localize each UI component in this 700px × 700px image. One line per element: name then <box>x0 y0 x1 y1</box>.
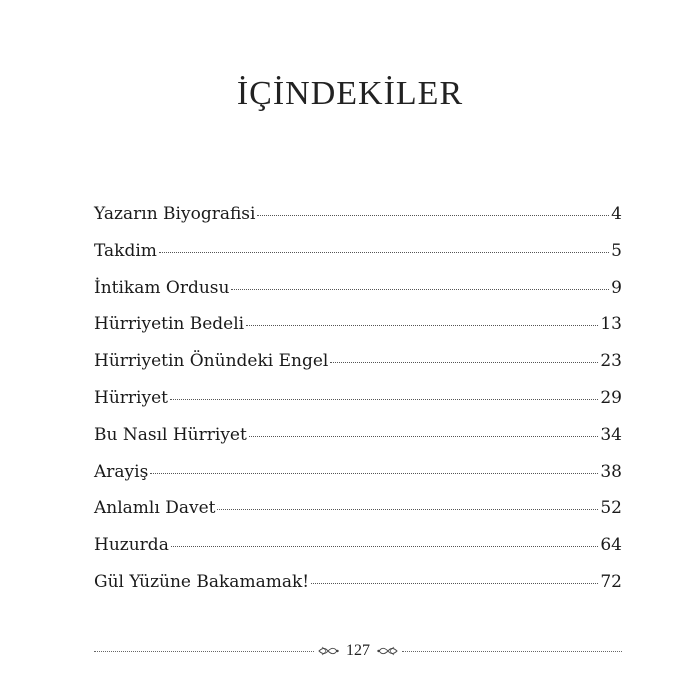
dot-leader <box>311 583 598 584</box>
toc-entry-label: Hürriyet <box>94 387 168 408</box>
toc-entry-label: Hürriyetin Bedeli <box>94 314 245 335</box>
toc-entry-page: 29 <box>600 387 622 408</box>
dot-leader <box>171 546 599 547</box>
toc-entry-page: 34 <box>600 424 622 445</box>
page-footer <box>94 642 622 660</box>
toc-entry-label: Yazarın Biyografisi <box>94 204 256 224</box>
toc-entry <box>94 204 622 241</box>
footer-dotted-line-left <box>94 651 314 652</box>
toc-entry-page: 9 <box>611 277 622 298</box>
toc-entry-label: Takdim <box>94 240 157 261</box>
toc-entry-label: Arayiş <box>94 461 149 482</box>
toc-entry-page: 13 <box>600 314 622 335</box>
dot-leader <box>150 473 598 474</box>
toc-entry-page: 72 <box>600 571 622 592</box>
toc-entry-page: 4 <box>611 204 622 224</box>
toc-entry <box>94 388 622 425</box>
toc-entry-label: Huzurda <box>94 535 169 556</box>
dot-leader <box>246 325 598 326</box>
toc-entry <box>94 572 622 609</box>
toc-entry-label: Gül Yüzüne Bakamamak! <box>94 571 310 592</box>
toc-entry <box>94 535 622 572</box>
table-of-contents <box>94 204 622 609</box>
floral-ornament-icon <box>318 644 340 658</box>
toc-entry <box>94 351 622 388</box>
toc-entry <box>94 462 622 499</box>
toc-entry-page: 52 <box>600 498 622 519</box>
toc-entry <box>94 314 622 351</box>
toc-entry-label: Anlamlı Davet <box>94 498 216 519</box>
toc-entry <box>94 241 622 278</box>
toc-entry <box>94 425 622 462</box>
dot-leader <box>217 509 598 510</box>
toc-entry <box>94 278 622 315</box>
toc-entry-label: Hürriyetin Önündeki Engel <box>94 351 329 372</box>
toc-entry <box>94 498 622 535</box>
dot-leader <box>330 362 598 363</box>
page-title: İÇİNDEKİLER <box>236 74 464 112</box>
toc-entry-page: 38 <box>600 461 622 482</box>
toc-entry-label: İntikam Ordusu <box>94 277 230 298</box>
toc-entry-label: Bu Nasıl Hürriyet <box>94 424 247 445</box>
dot-leader <box>159 252 609 253</box>
toc-entry-page: 5 <box>611 240 622 261</box>
dot-leader <box>231 289 609 290</box>
footer-dotted-line-right <box>402 651 622 652</box>
toc-entry-page: 64 <box>600 535 622 556</box>
floral-ornament-icon <box>376 644 398 658</box>
dot-leader <box>249 436 599 437</box>
toc-entry-page: 23 <box>600 351 622 372</box>
dot-leader <box>257 215 609 216</box>
page-number: 127 <box>346 642 370 659</box>
dot-leader <box>170 399 598 400</box>
